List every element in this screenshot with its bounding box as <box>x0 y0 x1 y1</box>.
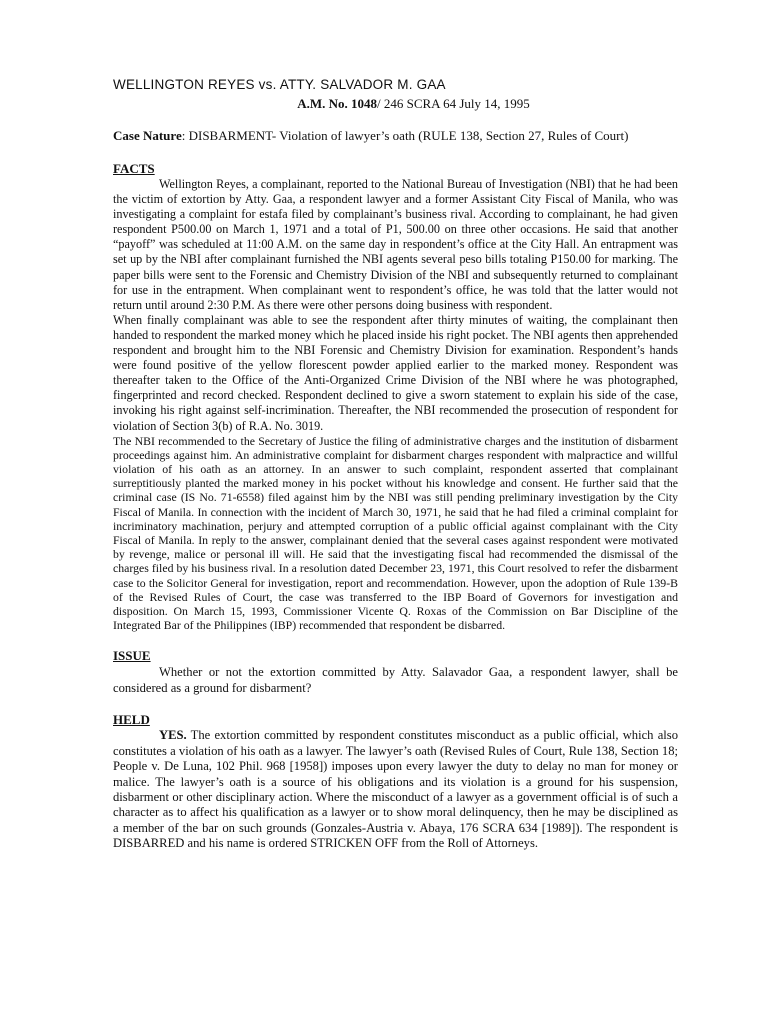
case-nature-text: : DISBARMENT- Violation of lawyer’s oath (RULE 138, Section 27, Rules of Court) <box>181 128 629 143</box>
facts-paragraph-1: Wellington Reyes, a complainant, reported to the National Bureau of Investigation (NBI) that he had been the victim of extortion by Atty. Gaa, a respondent lawyer and a former Assistant City Fiscal of Manila, who was investigating a complaint for estafa filed by complainant’s business rival. According to complainant, he had given respondent P500.00 on March 1, 1971 and a total of P1, 500.00 on three other occasions. He said that another “payoff” was scheduled at 11:00 A.M. on the same day in respondent’s office at the City Hall. An entrapment was set up by the NBI after complainant furnished the NBI agents several peso bills totaling P150.00 for marking. The paper bills were sent to the Forensic and Chemistry Division of the NBI and subsequently returned to complainant for use in the entrapment. When complainant went to respondent’s office, he was told that the latter would not return until around 2:30 P.M. As there were other persons doing business with respondent. <box>113 177 678 312</box>
issue-heading: ISSUE <box>113 648 151 664</box>
issue-text: Whether or not the extortion committed by Atty. Salavador Gaa, a respondent lawyer, shall be considered as a ground for disbarment? <box>113 665 678 696</box>
case-title: WELLINGTON REYES vs. ATTY. SALVADOR M. GAA <box>113 77 446 92</box>
held-ruling: The extortion committed by respondent constitutes misconduct as a public official, which also constitutes a violation of his oath as a lawyer. The lawyer’s oath (Revised Rules of Court, Rule 138, Section 18; People v. De Luna, 102 Phil. 968 [1958]) imposes upon every lawyer the duty to delay no man for money or malice. The lawyer’s oath is a source of his obligations and its violation is a ground for his suspension, disbarment or other disciplinary action. Where the misconduct of a lawyer as a government official is of such a character as to affect his qualification as a lawyer or to show moral delinquency, then he may be disciplined as a member of the bar on such grounds (Gonzales-Austria v. Abaya, 176 SCRA 634 [1989]). The respondent is DISBARRED and his name is ordered STRICKEN OFF from the Roll of Attorneys. <box>113 728 678 851</box>
case-nature-label: Case Nature <box>113 128 182 143</box>
case-citation <box>113 95 678 112</box>
citation-number: A.M. No. 1048 <box>297 96 377 111</box>
citation-rest: / 246 SCRA 64 July 14, 1995 <box>377 96 530 111</box>
facts-paragraph-3: The NBI recommended to the Secretary of Justice the filing of administrative charges and the institution of disbarment proceedings against him. An administrative complaint for disbarment charges respondent with malpractice and willful violation of his oath as an attorney. In an answer to such complaint, respondent asserted that complainant surreptitiously planted the marked money in his pocket without his knowledge and consent. He further said that the criminal case (IS No. 71-6558) filed against him by the NBI was still pending preliminary investigation by the City Fiscal of Manila. In connection with the incident of March 30, 1971, he said that he had filed a criminal complaint for incriminatory machination, perjury and attempted corruption of a public official against complainant with the City Fiscal of Manila. In reply to the answer, complainant denied that the several cases against respondent were motivated by revenge, malice or personal ill will. He said that the investigating fiscal had recommended the dismissal of the charges filed by his business rival. In a resolution dated December 23, 1971, this Court resolved to refer the disbarment case to the Solicitor General for investigation, report and recommendation. However, upon the adoption of Rule 139-B of the Revised Rules of Court, the case was transferred to the IBP Board of Governors for investigation and disposition. On March 15, 1993, Commissioner Vicente Q. Roxas of the Commission on Bar Discipline of the Integrated Bar of the Philippines (IBP) recommended that respondent be disbarred. <box>113 433 678 633</box>
case-nature <box>113 128 678 144</box>
held-text <box>113 728 678 851</box>
document-page <box>113 76 678 852</box>
facts-paragraph-2: When finally complainant was able to see the respondent after thirty minutes of waiting, the complainant then handed to respondent the marked money which he placed inside his right pocket. The NBI agents then apprehended respondent and brought him to the NBI Forensic and Chemistry Division for examination. Respondent’s hands were found positive of the yellow florescent powder applied earlier to the marked money. Respondent was thereafter taken to the Office of the Anti-Organized Crime Division of the NBI where he was photographed, fingerprinted and record checked. Respondent declined to give a sworn statement to explain his side of the case, invoking his right against self-incrimination. Thereafter, the NBI recommended the prosecution of respondent for violation of Section 3(b) of R.A. No. 3019. <box>113 312 678 433</box>
facts-heading: FACTS <box>113 161 155 176</box>
held-heading: HELD <box>113 712 150 728</box>
held-answer: YES. <box>159 728 187 743</box>
